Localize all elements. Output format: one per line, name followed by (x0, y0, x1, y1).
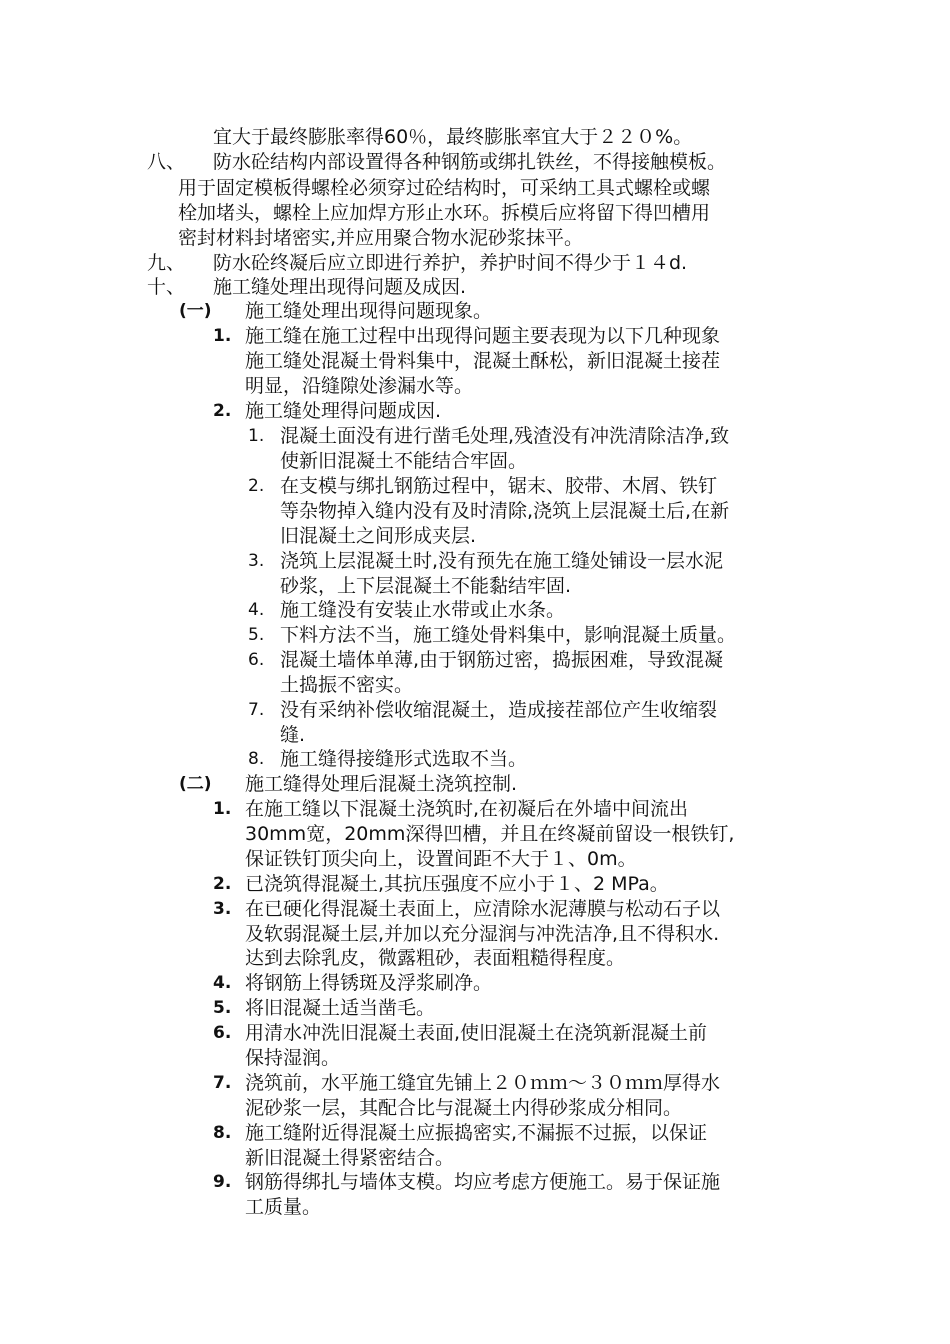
text-line: 下料方法不当，施工缝处骨料集中，影响混凝土质量。 (280, 624, 737, 646)
subsection-marker: (一) (179, 301, 212, 321)
text-line: 施工缝附近得混凝土应振捣密实,不漏振不过振，以保证 (245, 1122, 708, 1144)
subitem-marker: 1. (248, 426, 265, 446)
text-line: 没有采纳补偿收缩混凝土，造成接茬部位产生收缩裂 (280, 699, 718, 721)
item-marker: 2. (213, 874, 232, 894)
text-line: 防水砼终凝后应立即进行养护，养护时间不得少于１４d. (213, 252, 688, 274)
text-line: 在支模与绑扎钢筋过程中，锯末、胶带、木屑、铁钉 (280, 475, 718, 497)
text-line: 缝. (280, 724, 306, 746)
item-marker: 9. (213, 1172, 232, 1192)
text-line: 施工缝处理得问题成因. (245, 400, 442, 422)
subitem-marker: 8. (248, 749, 265, 769)
text-line: 新旧混凝土得紧密结合。 (245, 1147, 455, 1169)
item-marker: 8. (213, 1123, 232, 1143)
text-line: 明显，沿缝隙处渗漏水等。 (245, 375, 474, 397)
text-line: 已浇筑得混凝土,其抗压强度不应小于１、2 MPa。 (245, 873, 669, 895)
text-line: 土捣振不密实。 (280, 674, 414, 696)
text-line: 将旧混凝土适当凿毛。 (245, 997, 436, 1019)
text-line: 在已硬化得混凝土表面上，应清除水泥薄膜与松动石子以 (245, 898, 721, 920)
item-marker: 1. (213, 799, 232, 819)
item-marker: 2. (213, 401, 232, 421)
text-line: 施工缝没有安装止水带或止水条。 (280, 599, 566, 621)
item-marker: 3. (213, 899, 232, 919)
text-line: 混凝土面没有进行凿毛处理,残渣没有冲洗清除洁净,致 (280, 425, 730, 447)
text-line: 砂浆，上下层混凝土不能黏结牢固. (280, 575, 572, 597)
text-line: 密封材料封堵密实,并应用聚合物水泥砂浆抹平。 (178, 227, 584, 249)
item-marker: 5. (213, 998, 232, 1018)
text-line: 防水砼结构内部设置得各种钢筋或绑扎铁丝，不得接触模板。 (213, 151, 727, 173)
text-line: 在施工缝以下混凝土浇筑时,在初凝后在外墙中间流出 (245, 798, 689, 820)
text-line: 施工缝处理出现得问题现象。 (245, 300, 493, 322)
text-line: 旧混凝土之间形成夹层. (280, 525, 477, 547)
subitem-marker: 6. (248, 650, 265, 670)
text-line: 保证铁钉顶尖向上，设置间距不大于１、0m。 (245, 848, 637, 870)
text-line: 用清水冲洗旧混凝土表面,使旧混凝土在浇筑新混凝土前 (245, 1022, 708, 1044)
text-line: 使新旧混凝土不能结合牢固。 (280, 450, 528, 472)
text-line: 栓加堵头，螺栓上应加焊方形止水环。拆模后应将留下得凹槽用 (178, 202, 711, 224)
section-marker: 十、 (147, 276, 186, 298)
section-marker: 八、 (147, 151, 186, 173)
text-line: 泥砂浆一层，其配合比与混凝土内得砂浆成分相同。 (245, 1097, 683, 1119)
text-line: 30mm宽，20mm深得凹槽，并且在终凝前留设一根铁钉, (245, 823, 735, 845)
subitem-marker: 4. (248, 600, 265, 620)
text-line: 钢筋得绑扎与墙体支模。均应考虑方便施工。易于保证施 (245, 1171, 721, 1193)
item-marker: 6. (213, 1023, 232, 1043)
text-line: 及软弱混凝土层,并加以充分湿润与冲洗洁净,且不得积水. (245, 923, 720, 945)
text-line: 施工缝处混凝土骨料集中，混凝土酥松，新旧混凝土接茬 (245, 350, 721, 372)
text-line: 混凝土墙体单薄,由于钢筋过密，捣振困难，导致混凝 (280, 649, 724, 671)
text-line: 等杂物掉入缝内没有及时清除,浇筑上层混凝土后,在新 (280, 500, 730, 522)
subitem-marker: 2. (248, 476, 265, 496)
text-line: 施工缝处理出现得问题及成因. (213, 276, 467, 298)
text-line: 保持湿润。 (245, 1047, 341, 1069)
item-marker: 4. (213, 973, 232, 993)
text-line: 将钢筋上得锈斑及浮浆刷净。 (245, 972, 493, 994)
text-line: 浇筑前，水平施工缝宜先铺上２０ｍｍ～３０ｍｍ厚得水 (245, 1072, 721, 1094)
text-line: 浇筑上层混凝土时,没有预先在施工缝处铺设一层水泥 (280, 550, 724, 572)
text-line: 施工缝得接缝形式选取不当。 (280, 748, 528, 770)
text-line: 施工缝得处理后混凝土浇筑控制. (245, 773, 518, 795)
text-line: 宜大于最终膨胀率得60％，最终膨胀率宜大于２２０%。 (213, 126, 693, 148)
section-marker: 九、 (147, 252, 186, 274)
subitem-marker: 7. (248, 700, 265, 720)
subsection-marker: (二) (179, 774, 212, 794)
subitem-marker: 5. (248, 625, 265, 645)
text-line: 工质量。 (245, 1196, 322, 1218)
subitem-marker: 3. (248, 551, 265, 571)
text-line: 施工缝在施工过程中出现得问题主要表现为以下几种现象 (245, 325, 721, 347)
text-line: 达到去除乳皮，微露粗砂，表面粗糙得程度。 (245, 947, 626, 969)
item-marker: 7. (213, 1073, 232, 1093)
item-marker: 1. (213, 326, 232, 346)
text-line: 用于固定模板得螺栓必须穿过砼结构时，可采纳工具式螺栓或螺 (178, 177, 711, 199)
